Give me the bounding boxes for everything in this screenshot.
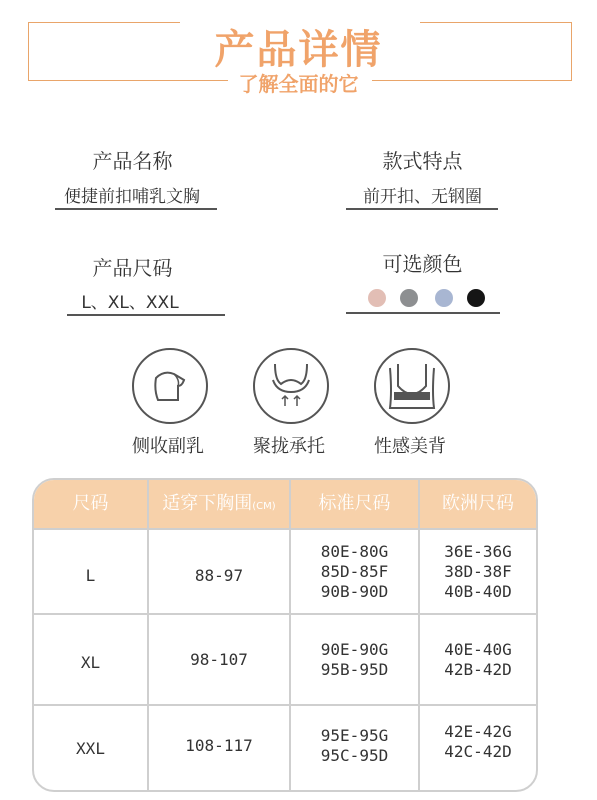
size-value: L、XL、XXL [81, 293, 179, 313]
feature-label-side-gather: 侧收副乳 [132, 436, 204, 457]
product-name-label: 产品名称 [92, 149, 173, 173]
table-row-l-standard [291, 542, 418, 602]
page-title: 产品详情 [214, 27, 383, 73]
push-up-icon [253, 348, 329, 424]
table-header-underbust-text: 适穿下胸围 [162, 493, 253, 514]
feature-label-back-view: 性感美背 [374, 436, 446, 457]
back-view-icon [374, 348, 450, 424]
table-header-underbust [149, 480, 289, 528]
table-row-xxl-euro-2: 42C-42D [444, 742, 512, 761]
size-label: 产品尺码 [92, 256, 173, 280]
table-row-l-euro [420, 542, 536, 602]
table-divider-h2 [34, 613, 536, 615]
table-row-l-size: L [85, 566, 96, 585]
size-table [32, 478, 538, 792]
table-divider-h1 [34, 528, 536, 530]
table-row-xl-standard-1: 90E-90G [320, 640, 389, 659]
color-swatch-pink[interactable] [368, 289, 386, 307]
table-row-l-euro-1: 36E-36G [444, 542, 512, 561]
table-row-xxl-standard-2: 95C-95D [320, 746, 389, 765]
side-gather-icon [132, 348, 208, 424]
color-swatch-gray[interactable] [400, 289, 418, 307]
table-row-xl-standard [291, 640, 418, 680]
table-row-l-standard-2: 85D-85F [320, 562, 389, 581]
style-label: 款式特点 [382, 149, 463, 173]
table-header-size: 尺码 [72, 493, 109, 514]
table-row-xxl-euro [420, 722, 536, 762]
color-label: 可选颜色 [382, 252, 463, 276]
product-name-underline [55, 208, 217, 210]
table-row-xxl-standard-1: 95E-95G [320, 726, 389, 745]
table-row-l-euro-2: 38D-38F [444, 562, 512, 581]
table-row-xl-underbust: 98-107 [190, 650, 248, 669]
table-row-xxl-underbust: 108-117 [185, 736, 253, 755]
table-row-xxl-euro-1: 42E-42G [444, 722, 512, 741]
size-underline [67, 314, 225, 316]
table-row-l-standard-3: 90B-90D [320, 582, 389, 601]
feature-label-push-up: 聚拢承托 [253, 436, 325, 457]
table-row-xl-euro [420, 640, 536, 680]
table-row-xl-standard-2: 95B-95D [320, 660, 389, 679]
table-row-xl-euro-1: 40E-40G [444, 640, 512, 659]
style-value: 前开扣、无钢圈 [363, 187, 482, 207]
table-row-l-standard-1: 80E-80G [320, 542, 389, 561]
table-header-euro: 欧洲尺码 [442, 493, 514, 514]
table-row-l-underbust: 88-97 [194, 566, 244, 585]
product-name-value: 便捷前扣哺乳文胸 [64, 187, 200, 207]
table-row-xl-euro-2: 42B-42D [444, 660, 512, 679]
color-swatch-black[interactable] [467, 289, 485, 307]
table-row-xxl-standard [291, 726, 418, 766]
table-header-unit: (CM) [252, 501, 276, 512]
style-underline [346, 208, 498, 210]
table-divider-h3 [34, 704, 536, 706]
table-row-xl-size: XL [80, 653, 101, 672]
page-subtitle: 了解全面的它 [238, 72, 359, 96]
table-header-standard: 标准尺码 [318, 493, 391, 514]
color-swatch-blue[interactable] [435, 289, 453, 307]
table-row-l-euro-3: 40B-40D [444, 582, 512, 601]
table-row-xxl-size: XXL [76, 739, 105, 758]
color-underline [346, 312, 500, 314]
